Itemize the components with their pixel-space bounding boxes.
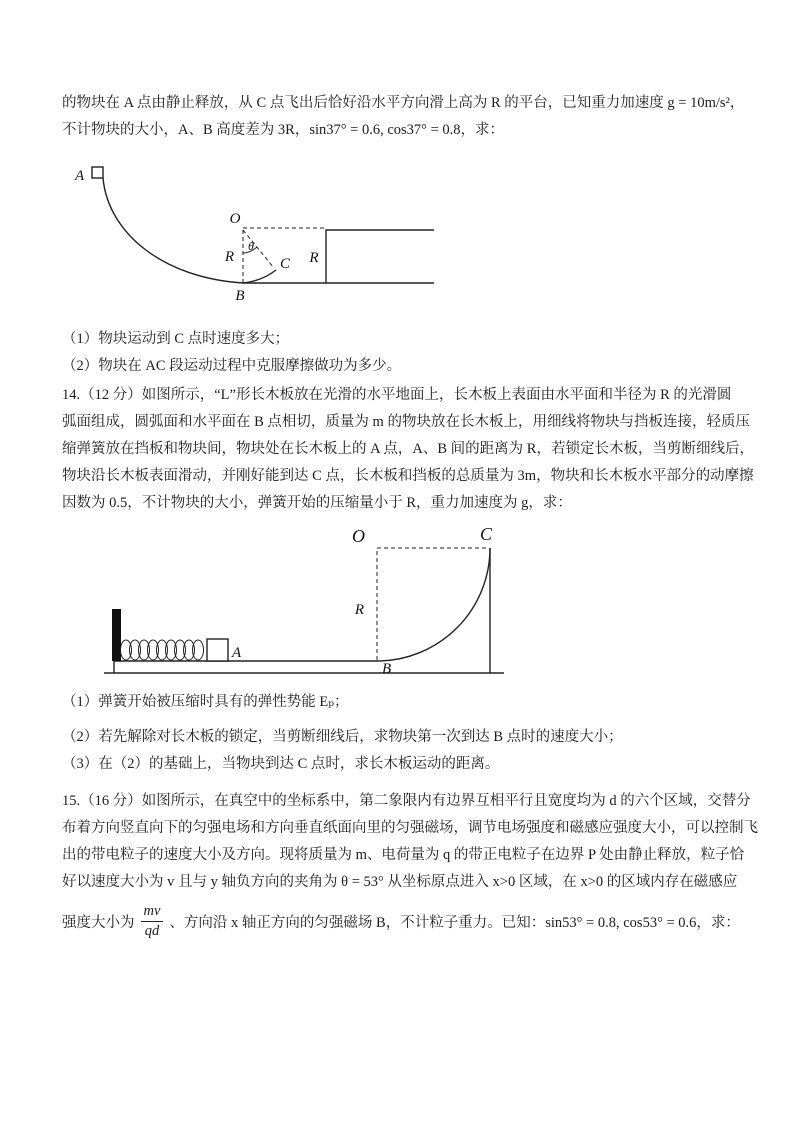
p14-line-2: 弧面组成，圆弧面和水平面在 B 点相切，质量为 m 的物块放在长木板上，用细线将物块与挡板连接，轻质压 [62, 414, 750, 430]
fraction-denominator: qd [144, 922, 160, 939]
p13-line-1: 的物块在 A 点由静止释放，从 C 点飞出后恰好沿水平方向滑上高为 R 的平台，已知重力加速度 g = 10m/s²， [62, 95, 745, 111]
arc-BC [243, 270, 276, 283]
platform [326, 230, 434, 283]
p14-line-3: 缩弹簧放在挡板和物块间，物块处在长木板上的 A 点，A、B 间的距离为 R，若锁定长木板，当剪断细线后， [62, 441, 754, 457]
label-A: A [75, 168, 85, 184]
p15-line-1: 15.（16 分）如图所示，在真空中的坐标系中，第二象限内有边界互相平行且宽度均为 d 的六个区域，交替分 [62, 793, 751, 809]
p15-line-2: 布着方向竖直向下的匀强电场和方向垂直纸面向里的匀强磁场，调节电场强度和磁感应强度大小，可以控制飞 [62, 820, 758, 836]
p14-line-1: 14.（12 分）如图所示，“L”形长木板放在光滑的水平地面上，长木板上表面由水平面和半径为 R 的光滑圆 [62, 387, 732, 403]
label-B: B [382, 661, 392, 677]
label-A: A [232, 645, 242, 661]
label-theta: θ [248, 239, 254, 253]
exam-document [62, 90, 758, 946]
fraction-numerator: mv [141, 903, 164, 922]
questions-14 [62, 689, 748, 778]
fraction-mv-qd [141, 903, 164, 939]
label-B: B [235, 288, 245, 304]
p14-line-5: 因数为 0.5，不计物块的大小，弹簧开始的压缩量小于 R，重力加速度为 g，求： [62, 495, 572, 511]
figure-13 [68, 158, 748, 316]
figure-14-svg [102, 523, 512, 683]
label-C: C [280, 256, 291, 272]
figure-14 [102, 523, 748, 683]
q13-1: （1）物块运动到 C 点时速度多大； [62, 331, 290, 347]
paragraph-14 [62, 382, 754, 517]
baffle-wall [112, 609, 121, 661]
p15-frac-after: 、方向沿 x 轴正方向的匀强磁场 B，不计粒子重力。已知：sin53° = 0.8, cos53° = 0.6，求： [169, 914, 740, 931]
label-R-arc: R [224, 249, 234, 265]
label-R-platform: R [309, 250, 319, 266]
slope-curve [103, 178, 243, 283]
paragraph-15 [62, 788, 758, 946]
figure-13-svg [68, 158, 488, 316]
q14-1: （1）弹簧开始被压缩时具有的弹性势能 Eₚ； [62, 694, 349, 710]
p15-frac-before: 强度大小为 [62, 914, 135, 931]
q14-2: （2）若先解除对长木板的锁定，当剪断细线后，求物块第一次到达 B 点时的速度大小； [62, 729, 623, 745]
q13-2: （2）物块在 AC 段运动过程中克服摩擦做功为多少。 [62, 358, 402, 374]
block-at-A [92, 167, 103, 178]
block-at-A [207, 639, 228, 661]
label-O: O [229, 211, 241, 227]
p15-fraction-line [62, 896, 748, 946]
arc-BC [377, 548, 490, 661]
p15-line-4: 好以速度大小为 v 且与 y 轴负方向的夹角为 θ = 53° 从坐标原点进入 x>0 区域，在 x>0 的区域内存在磁感应 [62, 874, 738, 890]
label-C: C [480, 524, 493, 544]
paragraph-13 [62, 90, 748, 144]
p15-line-3: 出的带电粒子的速度大小及方向。现将质量为 m、电荷量为 q 的带正电粒子在边界 P 处由静止释放，粒子恰 [62, 847, 745, 863]
spring-coil [121, 640, 204, 660]
q14-3: （3）在（2）的基础上，当物块到达 C 点时，求长木板运动的距离。 [62, 756, 500, 772]
p14-line-4: 物块沿长木板表面滑动，并刚好能到达 C 点，长木板和挡板的总质量为 3m，物块和长木板水平部分的动摩擦 [62, 468, 754, 484]
questions-13 [62, 326, 748, 380]
p13-line-2: 不计物块的大小，A、B 高度差为 3R，sin37° = 0.6, cos37° = 0.8，求： [62, 122, 505, 138]
label-O: O [352, 526, 365, 546]
label-R: R [354, 602, 364, 618]
